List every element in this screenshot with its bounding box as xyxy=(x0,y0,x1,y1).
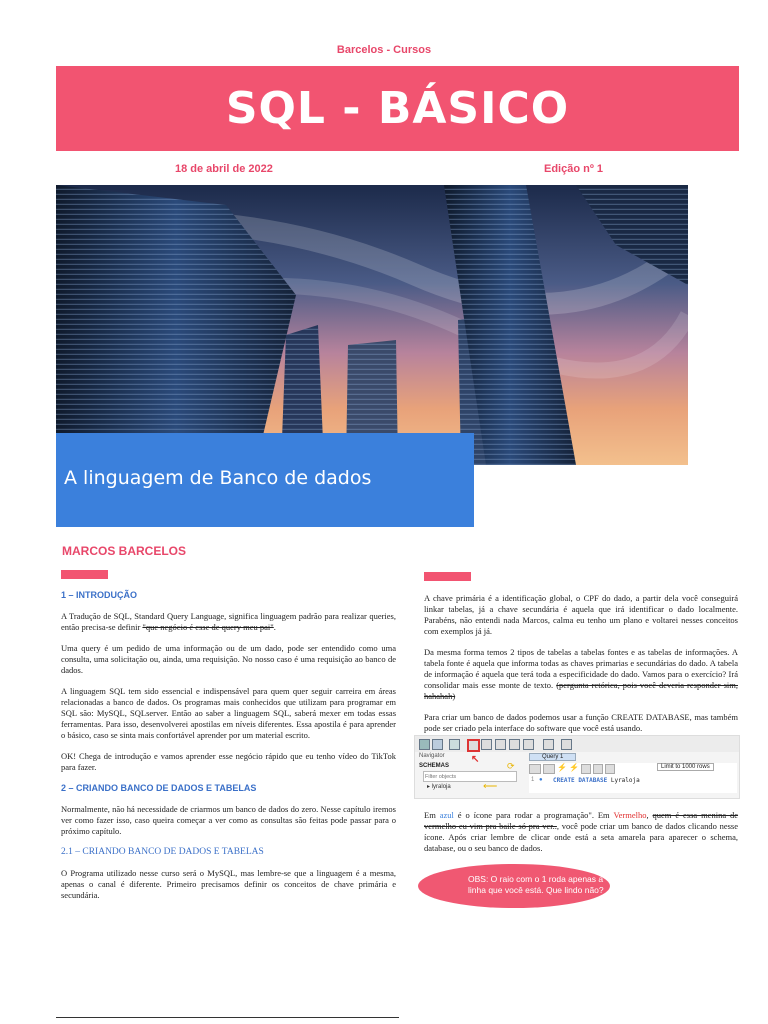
red-arrow-icon: ↖ xyxy=(471,754,480,765)
organization-label: Barcelos - Cursos xyxy=(336,44,432,56)
subsection-heading: 2.1 – CRIANDO BANCO DE DADOS E TABELAS xyxy=(61,847,264,857)
note-text: OBS: O raio com o 1 roda apenas a linha que você está. Que lindo não? xyxy=(468,874,604,895)
tab-query-1[interactable]: Query 1 xyxy=(529,753,576,761)
line-number: 1 xyxy=(531,777,535,783)
paragraph: A Tradução de SQL, Standard Query Language, significa linguagem padrão para realizar queries, então precisa-se definir "que negócio é esse de query meu pai". xyxy=(61,611,396,632)
paragraph: A chave primária é a identificação global, o CPF do dado, a partir dela você conseguirá linkar tabelas, já a chave secundária é aquela que irá identificar o dado localmente. Parabéns, não entendi nada Marcos, calma eu tenho um plano e voltarei nesses conceitos com exemplos já já. xyxy=(424,593,738,636)
divider-bar xyxy=(424,572,471,581)
create-view-icon xyxy=(495,739,506,750)
title-banner xyxy=(56,66,739,151)
save-icon[interactable] xyxy=(543,764,555,774)
right-column xyxy=(424,593,738,744)
yellow-arrow-icon: ⟵ xyxy=(483,781,498,792)
publication-date: 18 de abril de 2022 xyxy=(175,163,273,175)
paragraph: Uma query é um pedido de uma informação ou de um dado, pode ser entendido como uma consulta, uma solicitação ou, ainda, uma requisição. No nosso caso é uma requisição ao banco de dados. xyxy=(61,643,396,675)
sql-editor[interactable] xyxy=(529,763,737,793)
execute-line-icon[interactable]: ⚡ xyxy=(569,763,579,772)
folder-icon[interactable] xyxy=(529,764,541,774)
explain-icon[interactable] xyxy=(581,764,591,774)
subtitle-banner xyxy=(56,433,474,527)
stop-icon[interactable] xyxy=(593,764,603,774)
footer-line xyxy=(56,1017,399,1018)
section-heading: 2 – CRIANDO BANCO DE DADOS E TABELAS xyxy=(61,783,257,793)
paragraph: OK! Chega de introdução e vamos aprender esse negócio rápido que eu tenho vídeo do TikTok para fazer. xyxy=(61,751,396,772)
hero-image xyxy=(56,185,688,465)
schemas-label: SCHEMAS xyxy=(419,763,450,769)
paragraph: Da mesma forma temos 2 tipos de tabelas a tabelas fontes e as tabelas de informações. A tabela fonte é aquela que informa todas as chaves primarias e secundárias do dado. A tabela de informação é aquela que terá toda a especificidade do dado. Vamos para o exercício? Irá consolidar mais esse monte de texto. (pergunta retórica, pois você deveria responder sim, hahahah) xyxy=(424,647,738,701)
create-procedure-icon xyxy=(509,739,520,750)
search-table-icon xyxy=(543,739,554,750)
reconnect-icon xyxy=(561,739,572,750)
left-column xyxy=(61,590,396,911)
paragraph: Normalmente, não há necessidade de criarmos um banco de dados do zero. Nesse capítulo iremos ver como fazer isso, caso queira começar a ver como as consultas são feitas pode passar para o próximo capítulo. xyxy=(61,804,396,836)
create-table-icon xyxy=(481,739,492,750)
filter-objects-input[interactable] xyxy=(423,771,517,782)
divider-bar xyxy=(61,570,108,579)
paragraph: Para criar um banco de dados podemos usar a função CREATE DATABASE, mas também pode ser criado pela interface do software que você está usando. xyxy=(424,712,738,733)
toggle-icon[interactable] xyxy=(605,764,615,774)
right-column-lower xyxy=(424,810,738,864)
refresh-icon[interactable]: ⟳ xyxy=(507,761,515,771)
execute-lightning-icon[interactable]: ⚡ xyxy=(557,763,567,772)
open-file-icon xyxy=(432,739,443,750)
skyscrapers-photo xyxy=(56,185,688,465)
sql-file-icon xyxy=(419,739,430,750)
create-schema-icon xyxy=(467,739,480,752)
section-heading: 1 – INTRODUÇÃO xyxy=(61,590,138,600)
create-function-icon xyxy=(523,739,534,750)
author-name: MARCOS BARCELOS xyxy=(62,544,187,558)
edition-label: Edição nº 1 xyxy=(544,163,604,175)
note-bubble xyxy=(418,864,610,908)
schema-item[interactable]: ▸ lyraloja xyxy=(427,784,451,790)
paragraph: O Programa utilizado nesse curso será o MySQL, mas lembre-se que a linguagem é a mesma, apenas o canal é diferente. Primeiro precisamos definir os conceitos de chave primária e secundária. xyxy=(61,868,396,900)
limit-rows-select[interactable]: Limit to 1000 rows xyxy=(657,763,714,771)
sql-statement: CREATE DATABASE Lyraloja xyxy=(553,777,640,784)
info-icon xyxy=(449,739,460,750)
paragraph: Em azul é o ícone para rodar a programação". Em Vermelho, quem é essa menina de vermelho eu vim pra baile só pra ver.., você pode criar um banco de dados clicando nesse ícone. Após criar lembre de clicar onde está a seta amarela para aparecer o schema, database, ou o seu banco de dados. xyxy=(424,810,739,853)
line-marker-icon: ● xyxy=(539,777,543,783)
mysql-workbench-screenshot xyxy=(414,735,740,799)
hero-subtitle: A linguagem de Banco de dados xyxy=(64,467,372,489)
navigator-label: Navigator xyxy=(419,753,445,759)
page-title: SQL - BÁSICO xyxy=(225,83,570,134)
toolbar xyxy=(415,736,739,752)
paragraph: A linguagem SQL tem sido essencial e indispensável para quem quer seguir carreira em áreas relacionadas a banco de dados. Os programas mais conhecidos que utilizam para programar em SQL são: MySQL, SQLserver. Então ao saber a linguagem SQL, saberá mexer em todas essas ferramentas. Para isso, desenvolverei apostilas em níveis diferentes. Essa apostila é para aprender o básico, caso se sinta mais confortável aprender por um material escrito. xyxy=(61,686,396,740)
